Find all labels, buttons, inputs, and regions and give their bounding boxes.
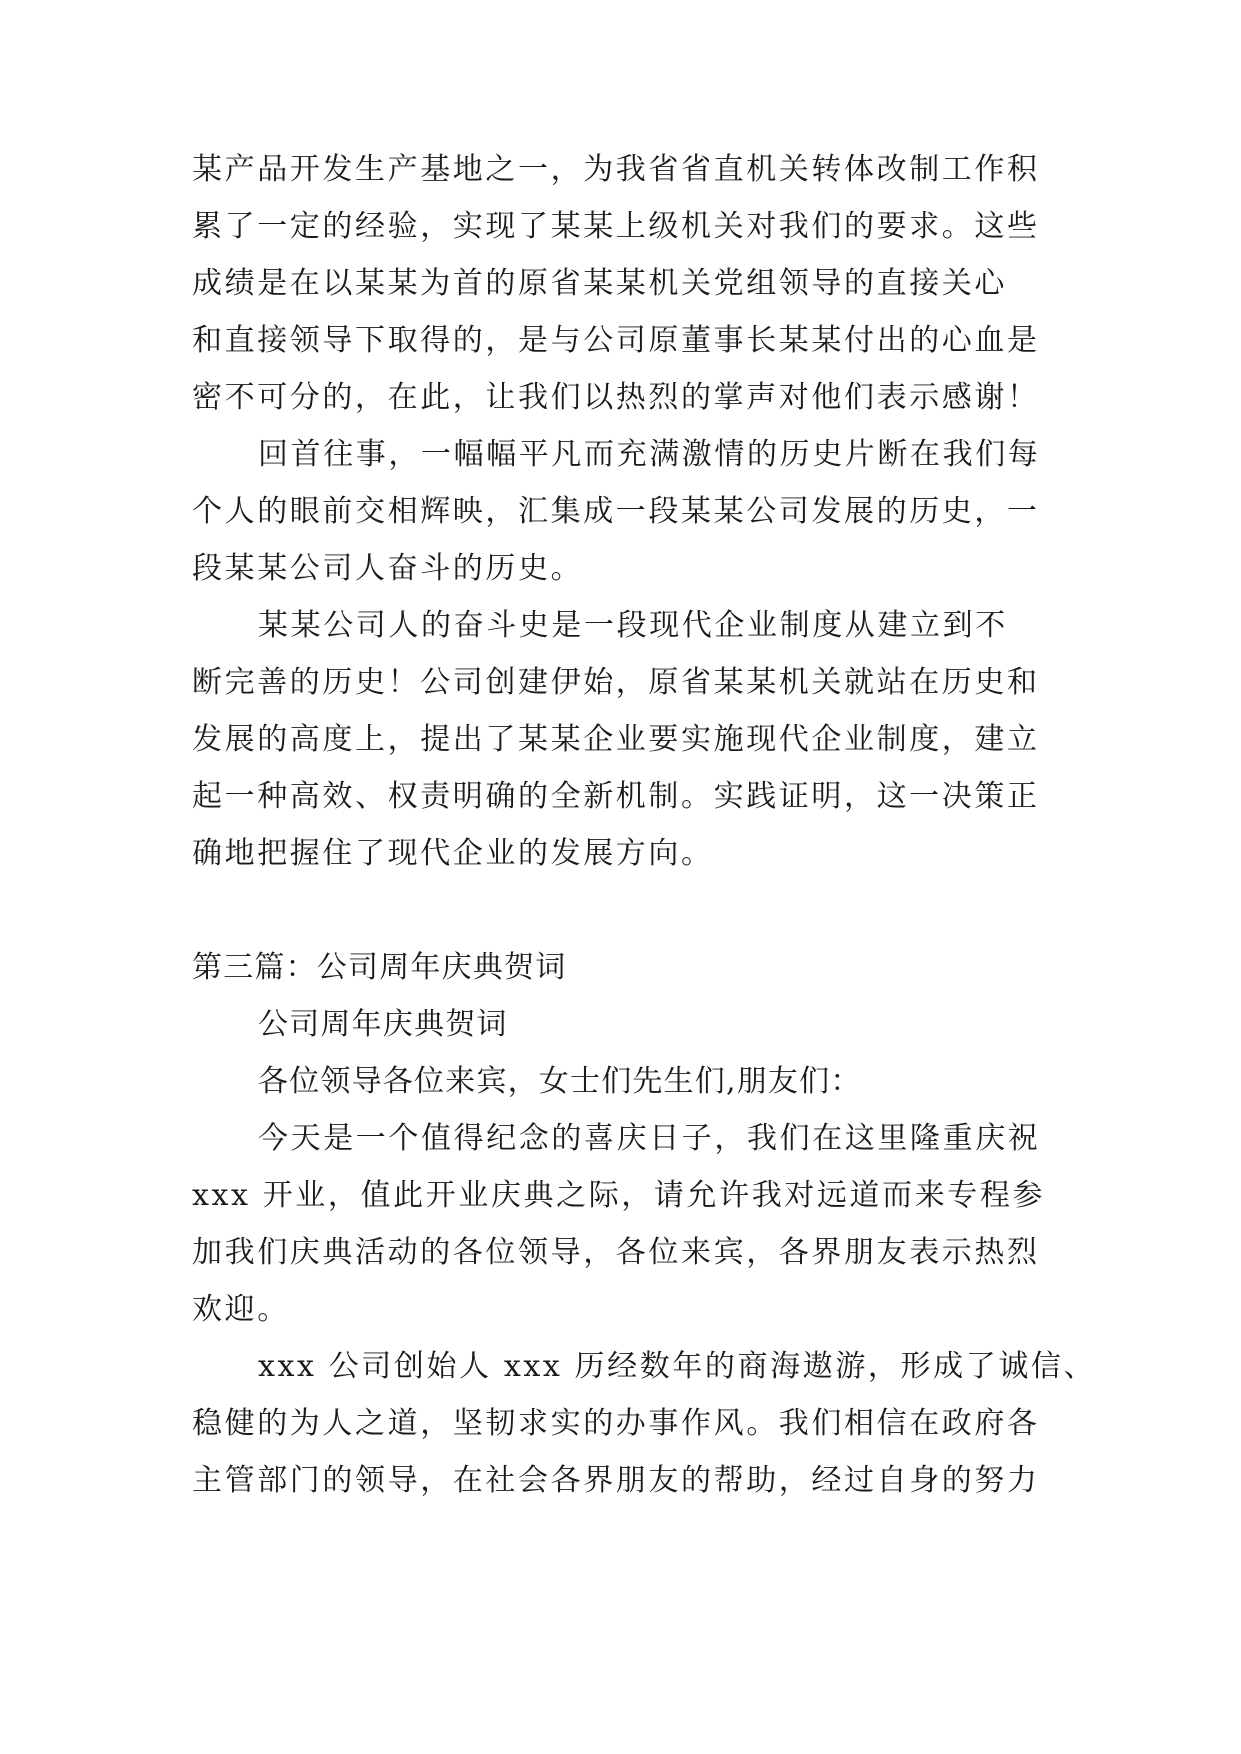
paragraph-3-line-1: 某某公司人的奋斗史是一段现代企业制度从建立到不 bbox=[258, 608, 1008, 643]
paragraph-5-line-1: xxx 公司创始人 xxx 历经数年的商海遨游，形成了诚信、 bbox=[258, 1349, 1097, 1384]
salutation: 各位领导各位来宾，女士们先生们,朋友们： bbox=[258, 1064, 862, 1099]
paragraph-1-line-5: 密不可分的，在此，让我们以热烈的掌声对他们表示感谢！ bbox=[192, 380, 1040, 415]
paragraph-1-line-1: 某产品开发生产基地之一，为我省省直机关转体改制工作积 bbox=[192, 152, 1040, 187]
paragraph-2-line-1: 回首往事，一幅幅平凡而充满激情的历史片断在我们每 bbox=[258, 437, 1041, 472]
paragraph-4-line-4: 欢迎。 bbox=[192, 1292, 290, 1327]
paragraph-5-line-3: 主管部门的领导，在社会各界朋友的帮助，经过自身的努力 bbox=[192, 1463, 1040, 1498]
paragraph-2-line-3: 段某某公司人奋斗的历史。 bbox=[192, 551, 584, 586]
paragraph-3-line-2: 断完善的历史！公司创建伊始，原省某某机关就站在历史和 bbox=[192, 665, 1040, 700]
paragraph-1-line-2: 累了一定的经验，实现了某某上级机关对我们的要求。这些 bbox=[192, 209, 1040, 244]
paragraph-5-line-2: 稳健的为人之道，坚韧求实的办事作风。我们相信在政府各 bbox=[192, 1406, 1040, 1441]
subtitle: 公司周年庆典贺词 bbox=[258, 1007, 508, 1042]
paragraph-3-line-5: 确地把握住了现代企业的发展方向。 bbox=[192, 836, 714, 871]
paragraph-1-line-4: 和直接领导下取得的，是与公司原董事长某某付出的心血是 bbox=[192, 323, 1040, 358]
paragraph-3-line-4: 起一种高效、权责明确的全新机制。实践证明，这一决策正 bbox=[192, 779, 1040, 814]
paragraph-4-line-3: 加我们庆典活动的各位领导，各位来宾，各界朋友表示热烈 bbox=[192, 1235, 1040, 1270]
paragraph-4-line-2: xxx 开业，值此开业庆典之际，请允许我对远道而来专程参 bbox=[192, 1178, 1046, 1213]
paragraph-4-line-1: 今天是一个值得纪念的喜庆日子，我们在这里隆重庆祝 bbox=[258, 1121, 1041, 1156]
paragraph-3-line-3: 发展的高度上，提出了某某企业要实施现代企业制度，建立 bbox=[192, 722, 1040, 757]
section-heading: 第三篇：公司周年庆典贺词 bbox=[192, 950, 567, 985]
paragraph-1-line-3: 成绩是在以某某为首的原省某某机关党组领导的直接关心 bbox=[192, 266, 1007, 301]
paragraph-2-line-2: 个人的眼前交相辉映，汇集成一段某某公司发展的历史，一 bbox=[192, 494, 1040, 529]
